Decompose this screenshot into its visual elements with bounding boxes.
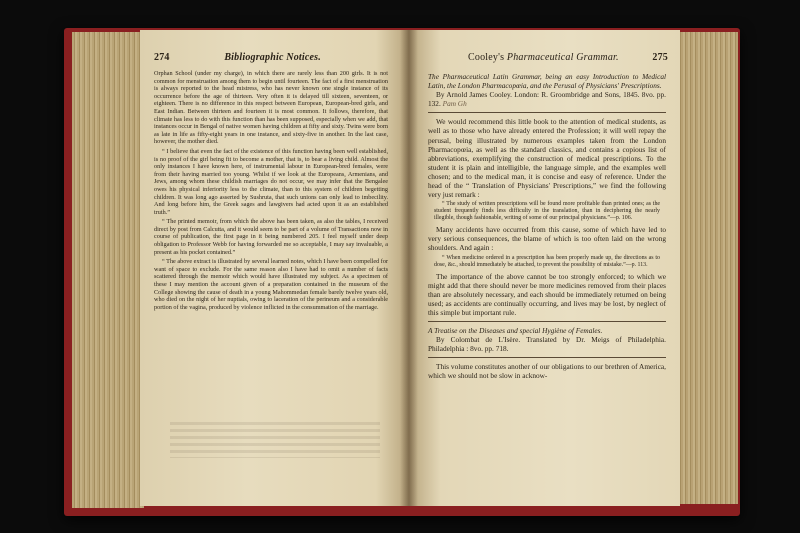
review-paragraph: This volume constitutes another of our obligations to our brethren of America, which we should not be slow in acknow- xyxy=(428,362,666,381)
handwritten-note: Pam Gh xyxy=(442,99,467,109)
right-page xyxy=(408,30,680,506)
review-paragraph: We would recommend this little book to the attention of medical students, as well as to those who have already entered the Profession; it will well repay the perusal, being illustrated by numerous examples taken from the London Pharmacopœia, as well as the standard classics, and contains a copious list of abbreviations, exemplifying the construction of medical prescriptions. To the student it is plain and intelligible, the language simple, and the examples well chosen; and to the medical man, it is concise and easy of reference. Under the head of the “ Translation of Physicians' Prescriptions,” we find the following very just remark : xyxy=(428,117,666,200)
review-paragraph: Many accidents have occurred from this cause, some of which have led to very serious consequences, the blame of which is too often laid on the wrong shoulders. And again : xyxy=(428,225,666,253)
right-page-number: 275 xyxy=(652,52,668,63)
divider xyxy=(428,357,666,358)
divider xyxy=(428,112,666,113)
review-author-line xyxy=(428,90,666,108)
left-page-number: 274 xyxy=(154,52,170,63)
right-running-title: Pharmaceutical Grammar. xyxy=(506,52,619,63)
review-author: By Arnold James Cooley. London: R. Groombridge and Sons, 1845. 8vo. pp. 132. xyxy=(428,90,666,109)
divider xyxy=(428,321,666,322)
left-page-edges xyxy=(72,32,144,508)
left-page xyxy=(140,30,408,506)
left-page-header xyxy=(154,52,384,63)
review-title: The Pharmaceutical Latin Grammar, being an easy Introduction to Medical Latin, the London Pharmacopœia, and the Perusal of Physicians' Prescriptions. xyxy=(428,72,666,91)
right-running-title-author: Cooley's xyxy=(468,52,505,63)
left-paragraph: “ I believe that even the fact of the existence of this function having been well established, is no proof of the girl being fit to become a mother, that is, to bear a living child. Almost the only instances I have known here, of instrumental labour in European-bred females, were from their having married too young. Whilst if we look at the Europeans, Armenians, and Jews, among whom these childish marriages do not occur, we may infer that the Bengalee owes his physical inferiority less to the climate, than to this system of children begetting children. It was long ago asserted by Sushruta, that such unions can only lead to imbecility. And long before him, the Greek sages and lawgivers had acted upon it as an established truth.” xyxy=(154,147,388,216)
right-page-body xyxy=(428,72,666,382)
book-gutter xyxy=(400,30,418,506)
review-quote: “ The study of written prescriptions will be found more profitable than printed ones; as the student frequently finds less difficulty in the translation, than in deciphering the nearly illegible, though fashionable, writing of some of our principal physicians.”—p. 106. xyxy=(434,201,660,222)
left-paragraph: “ The above extract is illustrated by several learned notes, which I have been compelled for want of space to exclude. For the same reason also I have had to omit a number of facts scattered through the memoir which would have illustrated my subject. As a specimen of these I may mention the account given of a preparation contained in the museum of the College showing the cause of death in a young Mahommedan female barely twelve years old, who died on the night of her nuptials, owing to laceration of the perineum and a considerable portion of the vagina, produced by violence inflicted in the consummation of the marriage. xyxy=(154,258,388,311)
left-paragraph: Orphan School (under my charge), in which there are rarely less than 200 girls. It is not common for menstruation among them to begin until fourteen. The fact of a first menstruation is always reported to the head mistress, who has never known one single instance of its occurrence before the age of thirteen. Very often it is delayed till sixteen, seventeen, or eighteen. There is no difference in this respect between European, European-bred girls, and East Indian. Between thirteen and fourteen it is most common. It follows, therefore, that climate has less to do with this function than has been supposed, especially when we add, that instances occur in Bengal of native women having children at fifty and sixty. Twins were born as late in life as fifty-eight years in one instance, and sixty-five in another. In the last case, however, the mother died. xyxy=(154,70,388,146)
review-quote: “ When medicine ordered in a prescription has been properly made up, the directions as to dose, &c., should immediately be attached, to prevent the possibility of mistake.”—p. 113. xyxy=(434,254,660,268)
review-title: A Treatise on the Diseases and special Hygiène of Females. xyxy=(428,325,603,335)
right-page-edges xyxy=(678,32,738,504)
review-paragraph: The importance of the above cannot be too strongly enforced; to which we might add that there should never be more medicines removed from their places than are absolutely necessary, and each should be immediately returned on being used; as accidents are continually occurring, and lives may be lost, by neglect of this simple but important rule. xyxy=(428,271,666,317)
show-through-text xyxy=(170,422,380,458)
right-page-header xyxy=(468,52,668,63)
left-paragraph: “ The printed memoir, from which the above has been taken, as also the tables, I received direct by post from Calcutta, and it would seem to be part of a volume of Transactions now in course of publication, the first page in it being numbered 205. I feel myself under deep obligation to Professor Webb for having forwarded me so acceptable, I may say invaluable, a present as his pocket contained.” xyxy=(154,218,388,256)
left-page-body xyxy=(154,70,388,313)
left-running-title: Bibliographic Notices. xyxy=(224,52,321,63)
review-author: By Colombat de L'Isère. Translated by Dr. Meigs of Philadelphia. Philadelphia : 8vo. pp. 718. xyxy=(428,335,666,354)
